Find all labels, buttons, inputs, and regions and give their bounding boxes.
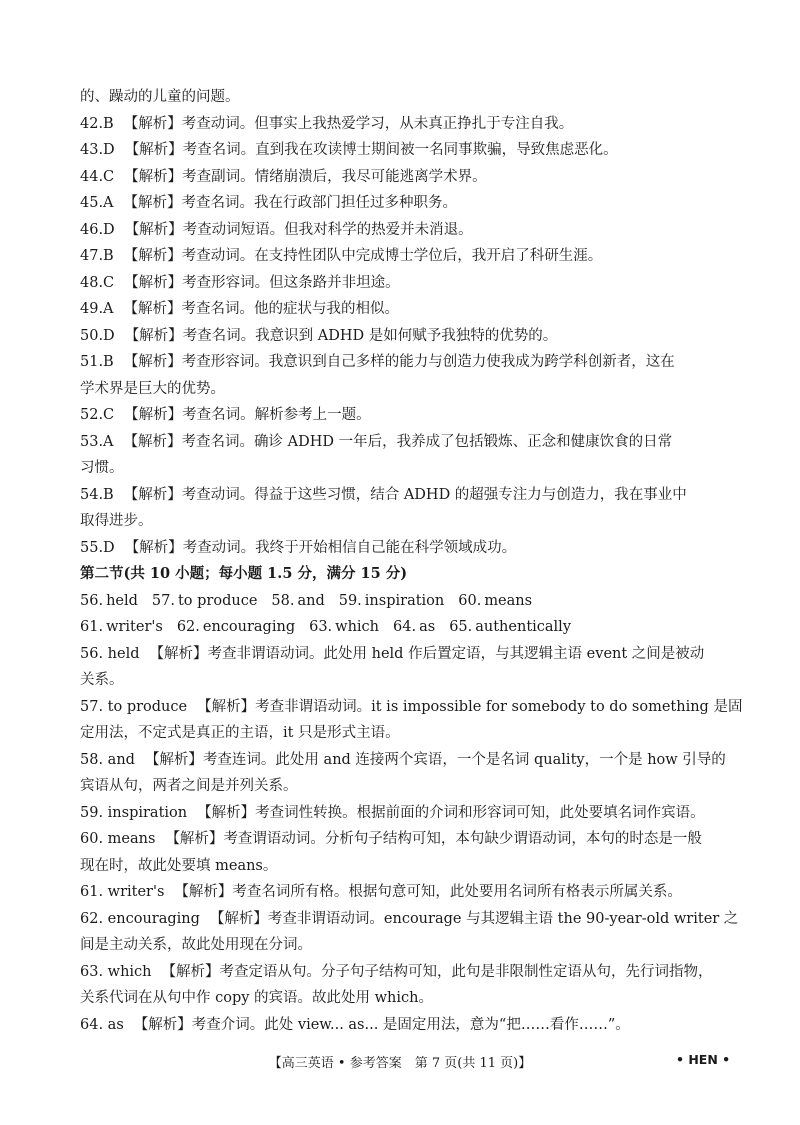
analysis-tag: 【解析】: [197, 698, 256, 715]
item-text: 考查连词。此处用 and 连接两个宾语，一个是名词 quality，一个是 how 引导的: [202, 751, 726, 768]
answer-item-continuation: [80, 720, 730, 747]
item-number: 57. to produce: [80, 698, 188, 715]
answer-content: [80, 84, 743, 1038]
part-one-explanations: [80, 84, 730, 561]
answer-item-continuation: [80, 84, 730, 111]
answer-key: [339, 593, 445, 609]
answer-item: [80, 429, 730, 456]
item-number: 43.D: [80, 142, 115, 158]
item-text: 考查非谓语动词。此处用 held 作后置定语，与其逻辑主语 event 之间是被动: [207, 645, 705, 662]
item-text: 考查非谓语动词。it is impossible for somebody to do something 是固: [255, 698, 743, 715]
answer-key: [271, 593, 324, 609]
answer-item: [80, 217, 730, 244]
analysis-tag: 【解析】: [123, 486, 182, 503]
answer-item: [80, 879, 730, 906]
item-text: 考查动词。但事实上我热爱学习，从未真正挣扎于专注自我。: [181, 115, 574, 132]
key-answer: and: [297, 592, 325, 609]
answer-item: [80, 402, 730, 429]
item-number: 50.D: [80, 327, 115, 344]
analysis-tag: 【解析】: [124, 539, 183, 556]
item-text: 考查名词。确诊 ADHD 一年后，我养成了包括锻炼、正念和健康饮食的日常: [181, 433, 673, 450]
key-number: 62.: [176, 619, 200, 635]
answer-item-continuation: [80, 508, 730, 535]
answer-item: [80, 137, 730, 164]
key-number: 56.: [80, 592, 104, 609]
key-answer: as: [419, 619, 436, 635]
answer-item: [80, 826, 730, 853]
answer-item: [80, 243, 730, 270]
item-text: 考查介词。此处 view... as... 是固定用法，意为“把……看作……”。: [191, 1016, 630, 1033]
answer-item: [80, 111, 730, 138]
answer-item: [80, 800, 730, 827]
key-answer: inspiration: [364, 592, 445, 609]
key-number: 57.: [151, 592, 175, 609]
item-text: 考查动词。我终于开始相信自己能在科学领域成功。: [182, 539, 517, 556]
answer-key: [80, 619, 163, 635]
answer-key-rows: [80, 588, 730, 641]
analysis-tag: 【解析】: [161, 963, 220, 980]
item-number: 62. encouraging: [80, 910, 200, 927]
item-number: 55.D: [80, 539, 115, 556]
item-number: 53.A: [80, 433, 114, 450]
key-answer: held: [106, 592, 138, 609]
item-number: 47.B: [80, 248, 114, 264]
answer-key: [80, 593, 138, 609]
section-title: 第二节(共 10 小题；每小题 1.5 分，满分 15 分): [80, 565, 408, 582]
item-text: 考查名词。我在行政部门担任过多种职务。: [181, 195, 458, 211]
answer-item: [80, 535, 730, 562]
analysis-tag: 【解析】: [124, 327, 183, 344]
item-number: 51.B: [80, 354, 114, 370]
item-text: 考查动词短语。但我对科学的热爱并未消退。: [182, 221, 473, 238]
item-number: 46.D: [80, 221, 115, 238]
analysis-tag: 【解析】: [144, 751, 203, 768]
part-two-explanations: [80, 641, 743, 1039]
key-number: 60.: [458, 592, 482, 609]
answer-item: [80, 349, 730, 376]
item-text: 定用法，不定式是真正的主语，it 只是形式主语。: [80, 725, 400, 741]
key-answer: to produce: [177, 592, 258, 609]
item-text: 间是主动关系，故此处用现在分词。: [80, 937, 312, 953]
item-number: 48.C: [80, 274, 115, 291]
item-number: 49.A: [80, 301, 114, 317]
item-text: 考查谓语动词。分析句子结构可知，本句缺少谓语动词，本句的时态是一般: [223, 831, 702, 847]
item-number: 64. as: [80, 1016, 124, 1033]
analysis-tag: 【解析】: [149, 645, 208, 662]
item-number: 54.B: [80, 486, 114, 503]
answer-item: [80, 694, 743, 721]
key-number: 58.: [271, 592, 295, 609]
item-number: 58. and: [80, 751, 135, 768]
item-text: 考查名词所有格。根据句意可知，此处要用名词所有格表示所属关系。: [232, 884, 682, 900]
item-text: 关系。: [80, 672, 124, 688]
analysis-tag: 【解析】: [124, 274, 183, 291]
analysis-tag: 【解析】: [174, 884, 233, 900]
item-text: 习惯。: [80, 460, 124, 476]
item-text: 考查动词。在支持性团队中完成博士学位后，我开启了科研生涯。: [181, 248, 603, 264]
item-number: 45.A: [80, 195, 114, 211]
item-text: 学术界是巨大的优势。: [80, 380, 225, 397]
answer-item: [80, 323, 730, 350]
item-text: 考查名词。解析参考上一题。: [182, 407, 371, 423]
answer-key: [152, 593, 258, 609]
answer-item-continuation: [80, 773, 730, 800]
answer-item-continuation: [80, 853, 730, 880]
analysis-tag: 【解析】: [123, 195, 182, 211]
item-text: 考查名词。我意识到 ADHD 是如何赋予我独特的优势的。: [182, 327, 558, 344]
item-number: 63. which: [80, 963, 152, 980]
key-number: 61.: [80, 619, 104, 635]
footer-page-info: 【高三英语 • 参考答案 第 7 页(共 11 页)】: [268, 1056, 532, 1071]
item-number: 44.C: [80, 168, 115, 185]
item-number: 56. held: [80, 645, 140, 662]
item-text: 考查词性转换。根据前面的介词和形容词可知，此处要填名词作宾语。: [255, 804, 705, 821]
item-text: 考查名词。他的症状与我的相似。: [181, 301, 400, 317]
answer-key: [177, 619, 295, 635]
key-number: 63.: [309, 619, 333, 635]
key-answer: which: [335, 619, 380, 635]
item-number: 61. writer's: [80, 884, 165, 900]
answer-item: [80, 906, 739, 933]
answer-key: [393, 619, 435, 635]
analysis-tag: 【解析】: [124, 142, 183, 158]
item-text: 考查名词。直到我在攻读博士期间被一名同事欺骗，导致焦虑恶化。: [182, 142, 618, 158]
answer-key: [309, 619, 379, 635]
answer-item-continuation: [80, 376, 730, 403]
analysis-tag: 【解析】: [123, 301, 182, 317]
answer-key-row: [80, 588, 730, 615]
item-number: 60. means: [80, 831, 156, 847]
footer-code: • HEN •: [676, 1052, 731, 1067]
key-number: 59.: [338, 592, 362, 609]
item-text: 考查动词。得益于这些习惯，结合 ADHD 的超强专注力与创造力，我在事业中: [181, 486, 687, 503]
item-number: 42.B: [80, 115, 114, 132]
analysis-tag: 【解析】: [165, 831, 224, 847]
item-text: 宾语从句，两者之间是并列关系。: [80, 778, 298, 794]
answer-key: [449, 619, 571, 635]
answer-item: [80, 164, 730, 191]
item-text: 取得进步。: [80, 513, 153, 529]
item-text: 考查定语从句。分子句子结构可知，此句是非限制性定语从句，先行词指物，: [219, 963, 713, 980]
item-text: 考查形容词。我意识到自己多样的能力与创造力使我成为跨学科创新者，这在: [181, 354, 675, 370]
analysis-tag: 【解析】: [197, 804, 256, 821]
answer-key-row: [80, 614, 730, 641]
item-text: 考查形容词。但这条路并非坦途。: [182, 274, 400, 291]
analysis-tag: 【解析】: [123, 354, 182, 370]
item-text: 考查副词。情绪崩溃后，我尽可能逃离学术界。: [182, 168, 487, 185]
answer-item: [80, 482, 730, 509]
answer-item-continuation: [80, 455, 730, 482]
answer-item: [80, 1012, 730, 1039]
answer-item-continuation: [80, 667, 730, 694]
item-text: 现在时，故此处要填 means。: [80, 857, 278, 874]
analysis-tag: 【解析】: [123, 433, 182, 450]
key-answer: encouraging: [202, 619, 296, 635]
key-answer: means: [484, 592, 533, 609]
item-number: 59. inspiration: [80, 804, 188, 821]
answer-item-continuation: [80, 932, 730, 959]
item-number: 52.C: [80, 407, 115, 423]
analysis-tag: 【解析】: [209, 910, 268, 927]
item-text: 关系代词在从句中作 copy 的宾语。故此处用 which。: [80, 990, 433, 1006]
item-text: 考查非谓语动词。encourage 与其逻辑主语 the 90-year-old writer 之: [267, 910, 739, 927]
key-number: 64.: [393, 619, 417, 635]
analysis-tag: 【解析】: [123, 248, 182, 264]
item-text: 的、躁动的儿童的问题。: [80, 89, 240, 105]
answer-item: [80, 641, 730, 668]
answer-item: [80, 190, 730, 217]
answer-item-continuation: [80, 985, 730, 1012]
analysis-tag: 【解析】: [124, 221, 183, 238]
analysis-tag: 【解析】: [124, 407, 183, 423]
analysis-tag: 【解析】: [123, 115, 182, 132]
answer-item: [80, 296, 730, 323]
page-footer: [0, 1052, 800, 1076]
analysis-tag: 【解析】: [124, 168, 183, 185]
key-number: 65.: [449, 619, 473, 635]
answer-key: [458, 593, 532, 609]
analysis-tag: 【解析】: [133, 1016, 192, 1033]
answer-item: [80, 747, 730, 774]
answer-item: [80, 270, 730, 297]
key-answer: writer's: [106, 619, 163, 635]
answer-item: [80, 959, 730, 986]
key-answer: authentically: [475, 619, 572, 635]
